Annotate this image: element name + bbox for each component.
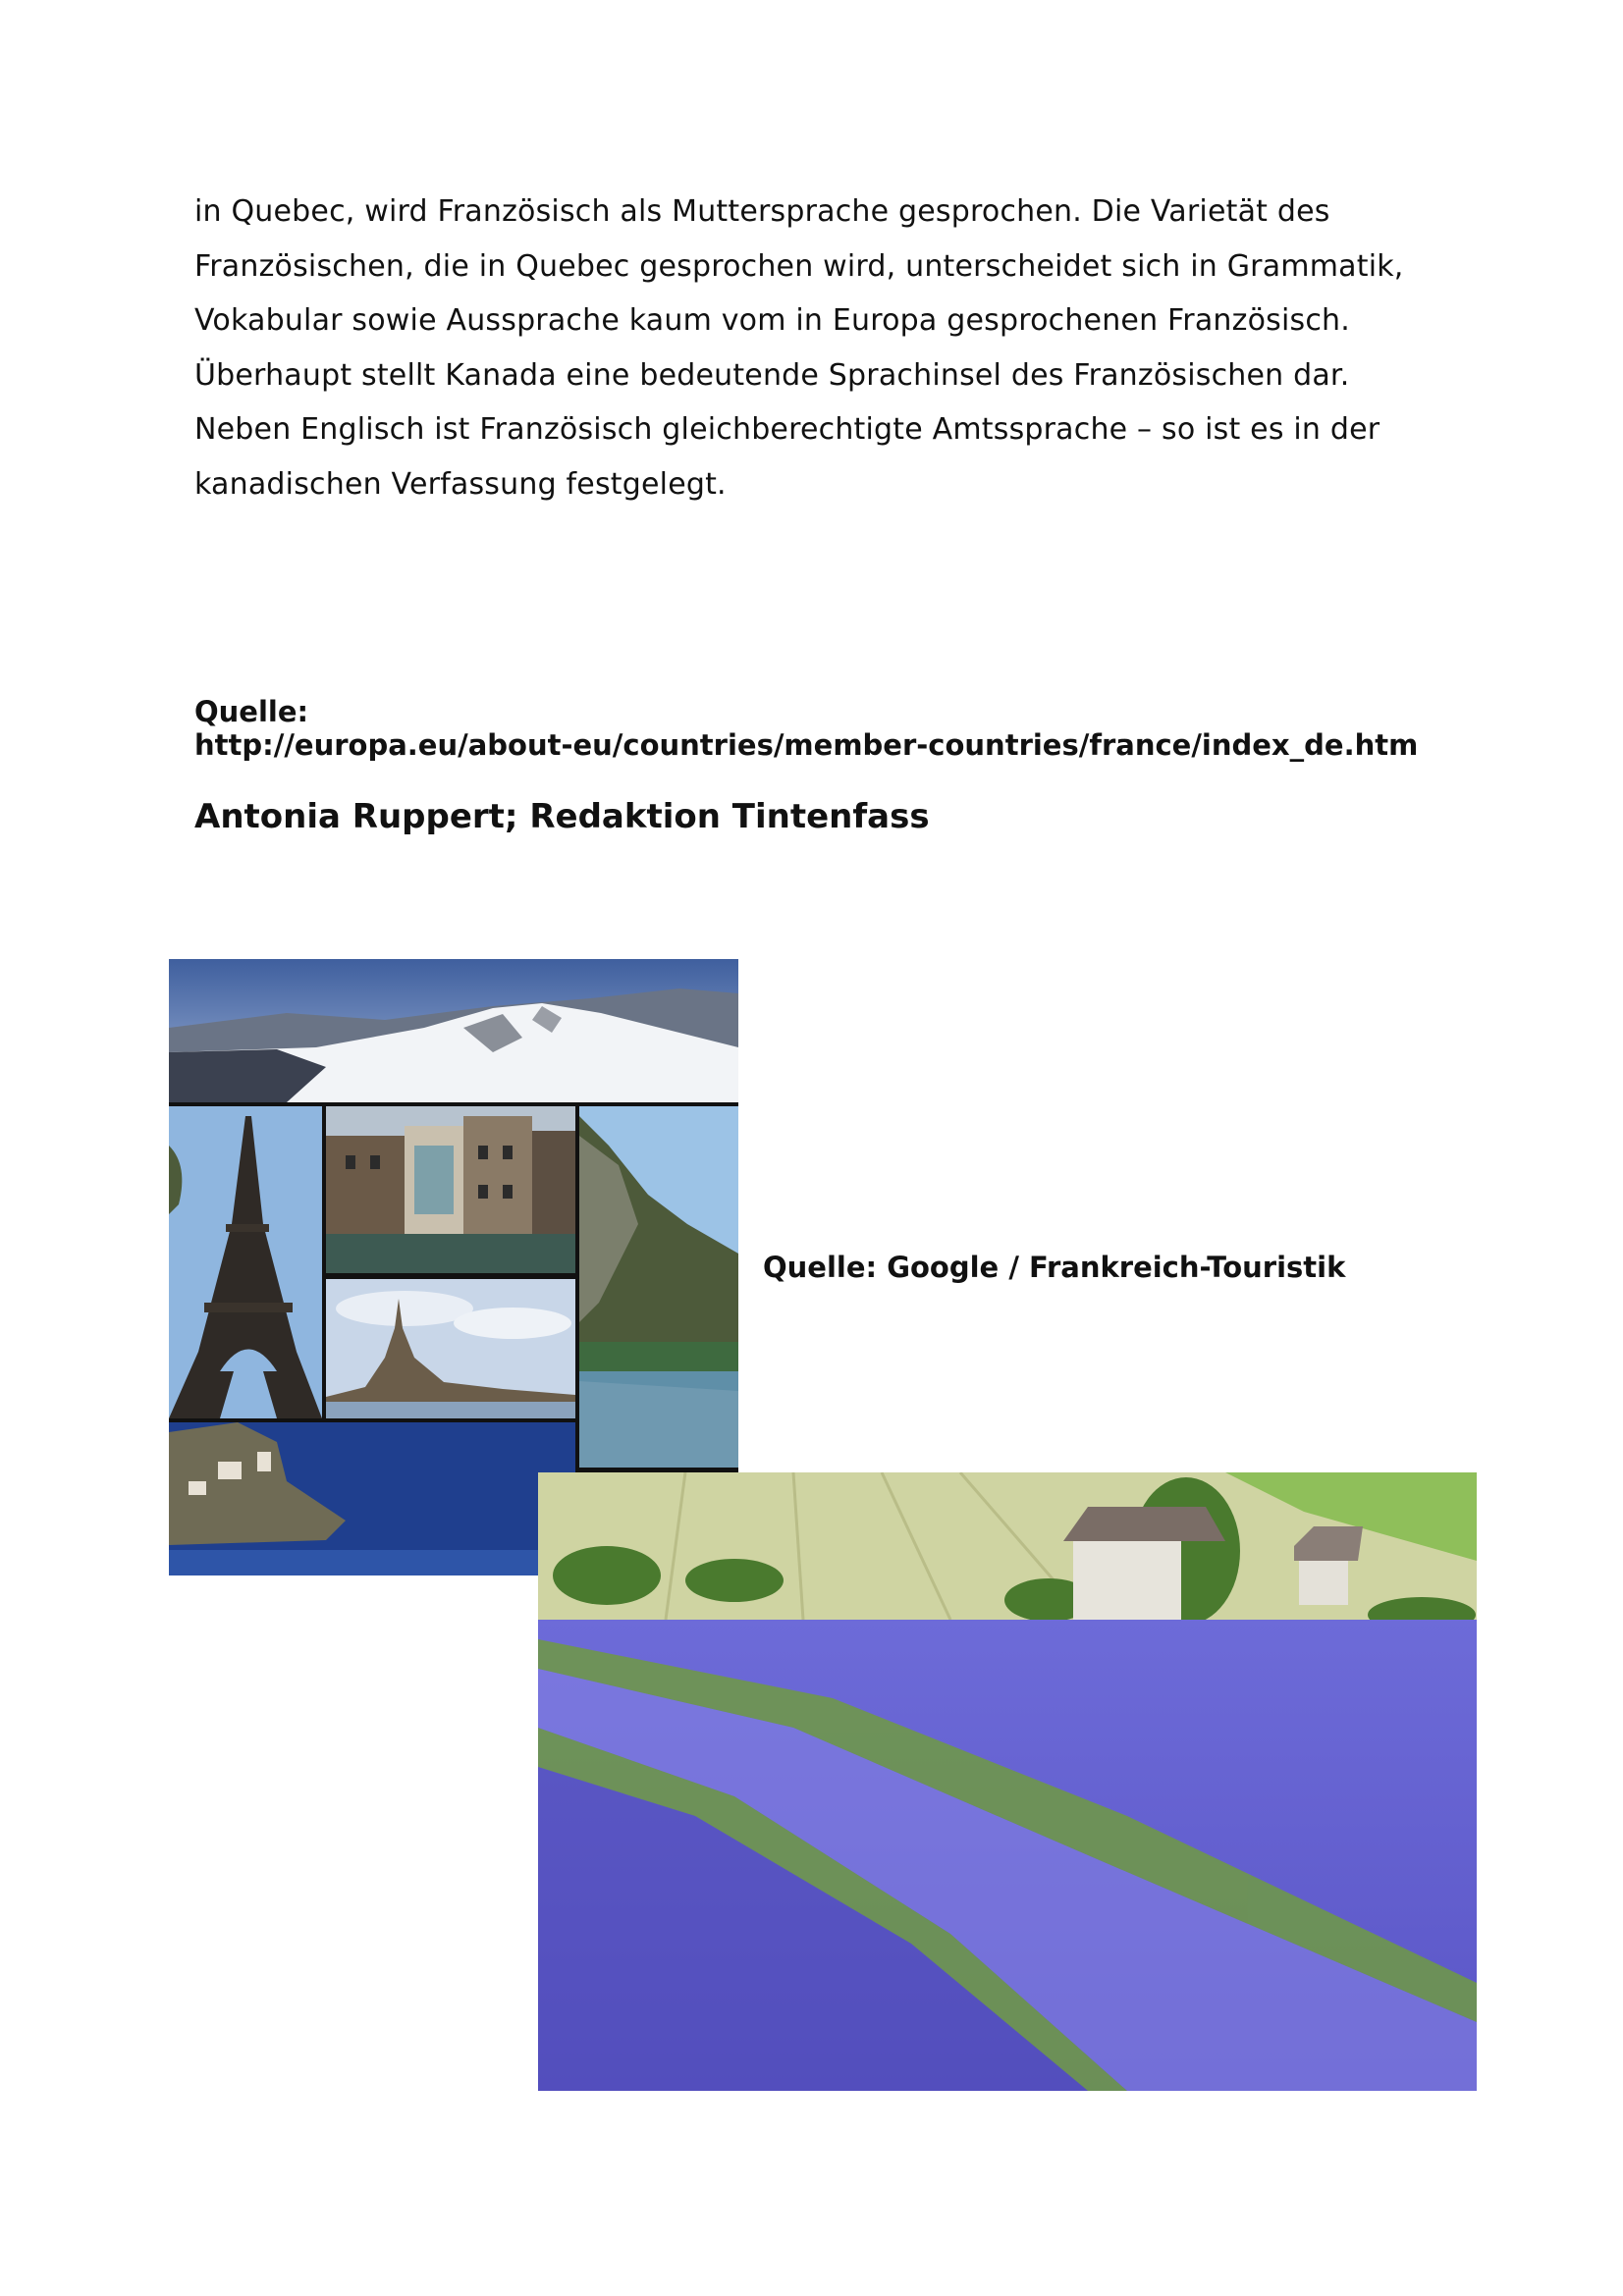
mountain-lake-photo (579, 1106, 738, 1468)
source-label: Quelle: (194, 695, 309, 728)
mountain-snow-photo (169, 959, 738, 1102)
source-url: http://europa.eu/about-eu/countries/member-countries/france/index_de.htm (194, 728, 1419, 762)
lavender-field-image (538, 1472, 1477, 2091)
paragraph-line: Neben Englisch ist Französisch gleichberechtigte Amtssprache – so ist es in der (194, 412, 1380, 447)
alsace-houses-photo (326, 1106, 575, 1273)
paragraph-line: Überhaupt stellt Kanada eine bedeutende Sprachinsel des Französischen dar. (194, 357, 1350, 393)
paragraph-line: Vokabular sowie Aussprache kaum vom in Europa gesprochenen Französisch. (194, 303, 1350, 338)
body-paragraph (194, 185, 1471, 511)
paragraph-line: Französischen, die in Quebec gesprochen wird, unterscheidet sich in Grammatik, (194, 248, 1404, 284)
riviera-coast-photo (169, 1422, 575, 1575)
author-line: Antonia Ruppert; Redaktion Tintenfass (194, 797, 930, 836)
eiffel-tower-photo (169, 1106, 322, 1418)
photo-caption: Quelle: Google / Frankreich-Touristik (763, 1251, 1346, 1284)
mont-saint-michel-photo (326, 1279, 575, 1418)
paragraph-line: kanadischen Verfassung festgelegt. (194, 466, 727, 502)
paragraph-line: in Quebec, wird Französisch als Muttersprache gesprochen. Die Varietät des (194, 194, 1330, 229)
